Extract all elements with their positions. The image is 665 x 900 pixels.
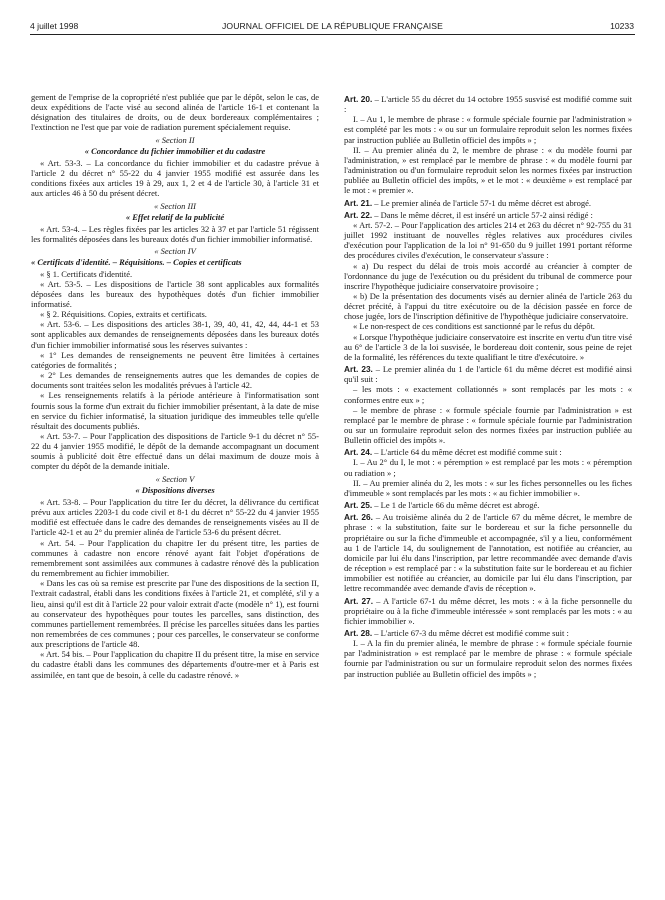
paragraph bbox=[344, 478, 632, 498]
article-paragraph bbox=[344, 628, 632, 638]
paragraph-text: « Section II bbox=[155, 134, 195, 145]
article-paragraph bbox=[344, 364, 632, 384]
paragraph-text: « Section V bbox=[155, 473, 195, 484]
article-paragraph bbox=[344, 512, 632, 593]
header-journal-title: JOURNAL OFFICIEL DE LA RÉPUBLIQUE FRANÇAISE bbox=[222, 21, 443, 31]
article-number: Art. 21. bbox=[344, 197, 373, 208]
paragraph-text: I. – Au 1, le membre de phrase : « formule spéciale fournie par l'administration » est complété par les mots : « ou sur un formulaire reproduit selon les normes fixées par instruction publiée au Bulletin officiel des impôts » ; bbox=[344, 114, 632, 145]
article-number: Art. 26. bbox=[344, 512, 373, 523]
paragraph bbox=[344, 638, 632, 679]
left-column bbox=[31, 92, 319, 680]
paragraph bbox=[344, 332, 632, 362]
section-title bbox=[31, 257, 319, 267]
section-heading bbox=[31, 135, 319, 145]
article-paragraph bbox=[344, 447, 632, 457]
article-number: Art. 25. bbox=[344, 500, 373, 511]
section-title bbox=[31, 146, 319, 156]
paragraph bbox=[31, 538, 319, 579]
paragraph bbox=[31, 350, 319, 370]
paragraph-text: – Le premier alinéa du 1 de l'article 61 du même décret est modifié ainsi qu'il suit : bbox=[344, 364, 632, 385]
paragraph-text: « Section IV bbox=[154, 246, 196, 257]
paragraph-text: « b) De la présentation des documents visés au dernier alinéa de l'article 263 du décret précité, à l'appui du titre exécutoire ou de la décision passée en force de chose jugée, lors de l'inscription définitive de l'hypothèque judiciaire conservatoire. bbox=[344, 290, 632, 322]
paragraph-text: I. – A la fin du premier alinéa, le membre de phrase : « formule spéciale fournie par l'administration » est remplacé par le membre de phrase : « formule spéciale fournie par l'administration ou sur un formulaire reproduit selon des normes fixées par instruction publiée au Bulletin officiel des impôts » ; bbox=[344, 638, 632, 679]
header-rule bbox=[30, 34, 635, 35]
paragraph-text: « Art. 53-5. – Les dispositions de l'article 38 sont applicables aux formalités déposées dans les bureaux des hypothèques dotés d'un fichier immobilier informatisé. bbox=[31, 278, 319, 309]
paragraph bbox=[31, 578, 319, 649]
paragraph-text: – L'article 67-3 du même décret est modifié comme suit : bbox=[372, 627, 569, 638]
paragraph-text: II. – Au premier alinéa du 2, le membre de phrase : « du modèle fourni par l'administration, » est remplacé par le membre de phrase : « du modèle fourni par l'administration ou d'un formulaire reproduit selon les normes fixées par instruction publiée au Bulletin officiel des impôts, » et le mot : « deuxième » est remplacé par le mot : « premier ». bbox=[344, 144, 632, 196]
section-heading bbox=[31, 246, 319, 256]
paragraph bbox=[31, 370, 319, 390]
article-paragraph bbox=[344, 198, 632, 208]
section-title bbox=[31, 212, 319, 222]
paragraph-text: – les mots : « exactement collationnés » sont remplacés par les mots : « conformes entre eux » ; bbox=[344, 384, 632, 405]
paragraph bbox=[31, 92, 319, 133]
article-number: Art. 22. bbox=[344, 209, 373, 220]
paragraph-text: « Art. 57-2. – Pour l'application des articles 214 et 263 du décret n° 92-755 du 31 juillet 1992 instituant de nouvelles règles relatives aux procédures civiles d'exécution pour l'application de la loi n° 91-650 du 9 juillet 1991 portant réforme des procédures civiles d'exécution, le conservateur s'assure : bbox=[344, 219, 632, 261]
paragraph-text: « Art. 53-8. – Pour l'application du titre Ier du décret, la délivrance du certificat prévu aux articles 2203-1 du code civil et 8-1 du décret n° 55-22 du 4 janvier 1955 modifié est effectuée dans le cadre des demandes de renseignements visées au II de l'article 42-1 et au 2° du premier alinéa de l'article 53-6 du présent décret. bbox=[31, 496, 319, 538]
paragraph-text: « Concordance du fichier immobilier et du cadastre bbox=[84, 145, 266, 156]
paragraph bbox=[31, 158, 319, 199]
paragraph-text: « Le non-respect de ces conditions est sanctionné par le refus du dépôt. bbox=[353, 321, 595, 332]
paragraph bbox=[31, 224, 319, 244]
section-heading bbox=[31, 474, 319, 484]
paragraph-text: – Le premier alinéa de l'article 57-1 du même décret est abrogé. bbox=[372, 197, 592, 208]
paragraph-text: « Les renseignements relatifs à la période antérieure à l'informatisation sont fournis sous la forme d'un extrait du fichier immobilier présentant, à la date de mise en service du fichier informatisé, la situation juridique des immeubles telle qu'elle résultait des documents publiés. bbox=[31, 390, 319, 431]
right-column bbox=[344, 92, 632, 679]
paragraph-text: « Art. 54 bis. – Pour l'application du chapitre II du présent titre, la mise en service du cadastre établi dans les communes des départements d'outre-mer et à Paris est assimilée, en tant que de besoin, à celle du cadastre rénové. » bbox=[31, 649, 319, 680]
section-heading bbox=[31, 201, 319, 211]
paragraph-text: – Le 1 de l'article 66 du même décret est abrogé. bbox=[372, 500, 540, 511]
article-number: Art. 24. bbox=[344, 447, 373, 458]
header-page-number: 10233 bbox=[610, 21, 634, 31]
section-title bbox=[31, 485, 319, 495]
paragraph-text: – L'article 55 du décret du 14 octobre 1955 susvisé est modifié comme suit : bbox=[344, 94, 632, 115]
paragraph-text: gement de l'emprise de la copropriété n'est publiée que par le dépôt, selon le cas, de deux expéditions de l'acte visé au second alinéa de l'article 16-1 et contenant la désignation des titulaires de droits, ou de deux bordereaux complémentaires ; l'extinction ne l'est que par voie de radiation purement spécialement requise. bbox=[31, 92, 319, 133]
paragraph bbox=[344, 405, 632, 446]
article-paragraph bbox=[344, 500, 632, 510]
paragraph-text: « § 2. Réquisitions. Copies, extraits et certificats. bbox=[40, 309, 207, 320]
paragraph-text: I. – Au 2° du I, le mot : « péremption » est remplacé par les mots : « péremption ou radiation » ; bbox=[344, 457, 632, 478]
paragraph bbox=[31, 269, 319, 279]
paragraph bbox=[344, 220, 632, 261]
paragraph bbox=[31, 390, 319, 431]
paragraph-text: – A l'article 67-1 du même décret, les mots : « à la fiche personnelle du propriétaire ou à la fiche d'immeuble intéressée » sont remplacés par les mots : « au fichier immobilier ». bbox=[344, 595, 632, 626]
article-number: Art. 20. bbox=[344, 94, 373, 104]
article-number: Art. 27. bbox=[344, 595, 374, 606]
paragraph bbox=[344, 457, 632, 477]
paragraph bbox=[344, 321, 632, 331]
paragraph bbox=[31, 497, 319, 538]
paragraph-text: « § 1. Certificats d'identité. bbox=[40, 268, 133, 279]
header-date: 4 juillet 1998 bbox=[30, 21, 79, 31]
paragraph bbox=[31, 309, 319, 319]
article-paragraph bbox=[344, 210, 632, 220]
paragraph-text: – le membre de phrase : « formule spéciale fournie par l'administration » est remplacé par le membre de phrase : « formule spéciale fournie par l'administration ou sur un formulaire reproduit selon des normes fixées par instruction publiée au Bulletin officiel des impôts ». bbox=[344, 404, 632, 446]
paragraph bbox=[31, 319, 319, 349]
paragraph-text: « Art. 54. – Pour l'application du chapitre Ier du présent titre, les parties de communes à cadastre non encore rénové ayant fait l'objet d'opérations de remembrement sont assimilées aux communes à cadastre rénové dès la publication du remembrement au fichier immobilier. bbox=[31, 537, 319, 579]
paragraph bbox=[344, 261, 632, 291]
paragraph bbox=[31, 279, 319, 309]
article-number: Art. 28. bbox=[344, 627, 373, 638]
article-number: Art. 23. bbox=[344, 364, 373, 375]
paragraph-text: « Art. 53-4. – Les règles fixées par les articles 32 à 37 et par l'article 51 régissent les formalités déposées dans les bureaux dotés d'un fichier immobilier informatisé. bbox=[31, 223, 319, 245]
paragraph bbox=[344, 114, 632, 144]
paragraph-text: « Section III bbox=[153, 200, 196, 211]
paragraph-text: – Au troisième alinéa du 2 de l'article 67 du même décret, le membre de phrase : « la substitution, faite sur le bordereau et sur la fiche personnelle du propriétaire ou sur la fiche d'immeuble et accompagnée, s'il y a lieu, conformément au 1 de l'article 14, du soulignement de l'annotation, est notifiée au créancier, au domicile par lui élu dans l'inscription, par lettre recommandée avec demande d'avis de réception » est remplacé par : « la substitution faite sur le bordereau et au fichier immobilier est notifiée au créancier, au domicile par lui élu dans l'inscription, par lettre recommandée avec demande d'avis de réception ». bbox=[344, 512, 632, 594]
paragraph bbox=[31, 431, 319, 472]
paragraph bbox=[344, 291, 632, 321]
paragraph-text: « Dans les cas où sa remise est prescrite par l'une des dispositions de la section II, l'extrait cadastral, établi dans les conditions fixées à l'article 21, et complété, s'il y a lieu, ainsi qu'il est dit à l'article 22 pour valoir extrait d'acte (modèle n° 1), est fourni au conservateur des hypothèques pour toutes les parcelles, sans distinction, des communes partiellement remembrées. Il précise les parcelles situées dans les parties non remembrées de ces communes ; pour ces parcelles, le conservateur se conforme aux prescriptions de l'article 48. bbox=[31, 578, 319, 650]
paragraph-text: – L'article 64 du même décret est modifié comme suit : bbox=[372, 447, 562, 458]
paragraph bbox=[344, 384, 632, 404]
article-paragraph bbox=[344, 596, 632, 626]
paragraph-text: « Effet relatif de la publicité bbox=[125, 211, 225, 222]
paragraph-text: « a) Du respect du délai de trois mois accordé au créancier à compter de l'ordonnance du juge de l'exécution ou du président du tribunal de commerce pour inscrire l'hypothèque judiciaire conservatoire provisoire ; bbox=[344, 260, 632, 291]
paragraph-text: « Lorsque l'hypothèque judiciaire conservatoire est inscrite en vertu d'un titre visé au 6° de l'article 3 de la loi susvisée, le bordereau doit contenir, sous peine de rejet de la formalité, les références du texte qualifiant le titre d'exécutoire. » bbox=[344, 331, 632, 362]
paragraph-text: « Art. 53-7. – Pour l'application des dispositions de l'article 9-1 du décret n° 55-22 du 4 janvier 1955 modifié, le dépôt de la demande accompagnant un document soumis à publicité doit être effectué dans un délai maximum de douze mois à compter du dépôt de la demande initiale. bbox=[31, 431, 319, 472]
paragraph-text: « Art. 53-6. – Les dispositions des articles 38-1, 39, 40, 41, 42, 44, 44-1 et 53 sont applicables aux demandes de renseignements déposées dans les bureaux dotés d'un fichier immobilier informatisé sous les réserves suivantes : bbox=[31, 319, 319, 350]
paragraph-text: « Certificats d'identité. – Réquisitions. – Copies et certificats bbox=[31, 257, 242, 268]
article-paragraph bbox=[344, 94, 632, 114]
paragraph-text: « Dispositions diverses bbox=[135, 484, 215, 495]
paragraph-text: « 1° Les demandes de renseignements ne peuvent être limitées à certaines catégories de formalités ; bbox=[31, 349, 319, 370]
paragraph bbox=[344, 145, 632, 196]
paragraph-text: II. – Au premier alinéa du 2, les mots : « sur les fiches personnelles ou les fiches d'immeuble » sont remplacés par les mots : « au fichier immobilier ». bbox=[344, 477, 632, 498]
paragraph-text: « 2° Les demandes de renseignements autres que les demandes de copies de documents sont traitées selon les modalités prévues à l'article 42. bbox=[31, 370, 319, 391]
paragraph bbox=[31, 649, 319, 679]
paragraph-text: « Art. 53-3. – La concordance du fichier immobilier et du cadastre prévue à l'article 2 du décret n° 55-22 du 4 janvier 1955 modifié est assurée dans les conditions fixées aux articles 19 à 29, aux 1, 2 et 4 de l'article 30, à l'article 31 et aux articles 46 à 50 du présent décret. bbox=[31, 157, 319, 199]
paragraph-text: – Dans le même décret, il est inséré un article 57-2 ainsi rédigé : bbox=[372, 209, 593, 220]
